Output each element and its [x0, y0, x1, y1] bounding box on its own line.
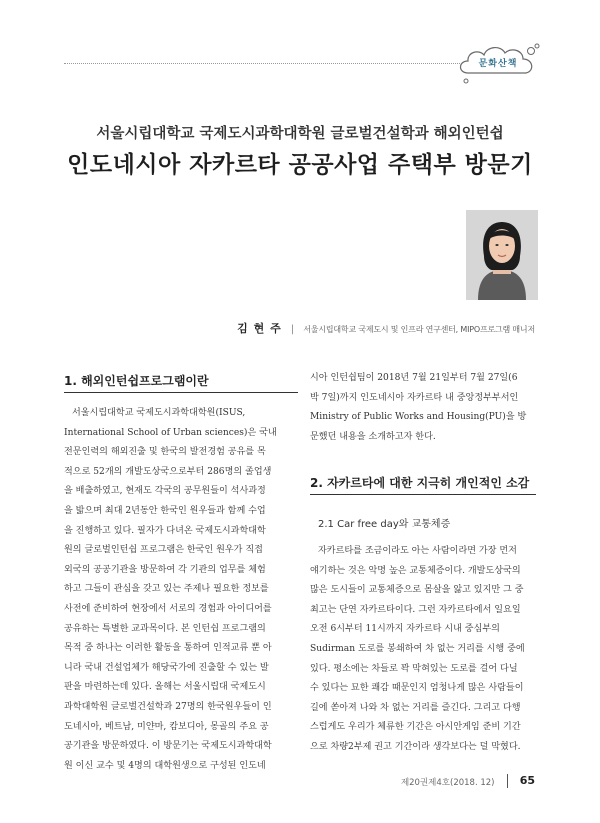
text-line: 전문인력의 해외진출 및 한국의 발전경험 공유를 목 — [64, 447, 266, 458]
text-line: 사전에 준비하여 현장에서 서로의 경험과 아이디어를 — [64, 603, 272, 614]
section-badge: 문화산책 — [478, 59, 518, 69]
text-line: 박 7일)까지 인도네시아 자카르타 내 중앙정부부서인 — [310, 392, 519, 403]
text-line: 있다. 평소에는 차들로 꽉 막혀있는 도로를 걸어 다닐 — [310, 663, 518, 674]
header-dotted-rule — [64, 63, 460, 64]
text-line: 수 있다는 묘한 쾌감 때문인지 엄청나게 많은 사람들이 — [310, 683, 524, 694]
author-separator: | — [290, 324, 295, 335]
text-line: 공기관을 방문하였다. 이 방문기는 국제도시과학대학 — [64, 741, 272, 752]
text-line: 자카르타를 조금이라도 아는 사람이라면 가장 먼저 — [318, 546, 517, 556]
text-line: 과학대학원 글로벌건설학과 27명의 한국원우들이 인 — [64, 701, 272, 712]
text-line: 니라 국내 건설업체가 해당국가에 진출할 수 있는 발 — [64, 662, 269, 673]
author-affiliation: 서울시립대학교 국제도시 및 인프라 연구센터, MIPO프로그램 매니저 — [303, 325, 535, 334]
author-photo — [466, 210, 538, 300]
right-column-body-text — [310, 542, 538, 758]
text-line: 으로 차량2부제 권고 기간이라 생각보다는 덜 막혔다. — [310, 741, 521, 752]
text-line: International School of Urban sciences)은 국내 — [64, 427, 277, 438]
text-line: 도네시아, 베트남, 미얀마, 캄보디아, 몽골의 주요 공 — [64, 721, 269, 732]
text-line: 서울시립대학교 국제도시과학대학원(ISUS, — [72, 408, 246, 418]
section-2-1-heading: 2.1 Car free day와 교통체증 — [318, 519, 451, 530]
section-2-heading: 2. 자카르타에 대한 지극히 개인적인 소감 — [310, 476, 530, 490]
page-footer — [0, 770, 535, 789]
footer-issue: 제20권제4호(2018. 12) — [400, 778, 495, 788]
article-title: 인도네시아 자카르타 공공사업 주택부 방문기 — [67, 151, 533, 178]
text-line: 오전 6시부터 11시까지 자카르타 시내 중심부의 — [310, 624, 500, 635]
section-1-rule — [64, 392, 298, 393]
text-line: 외국의 공공기관을 방문하여 각 기관의 업무를 체험 — [64, 564, 266, 575]
text-line: 판을 마련하는데 있다. 올해는 서울시립대 국제도시 — [64, 682, 266, 693]
section-2-rule — [310, 494, 536, 495]
text-line: 공유하는 특별한 교과목이다. 본 인턴쉽 프로그램의 — [64, 623, 266, 634]
text-line: 을 진행하고 있다. 필자가 다녀온 국제도시과학대학 — [64, 525, 266, 536]
text-line: 적으로 52개의 개발도상국으로부터 286명의 졸업생 — [64, 466, 272, 477]
footer-divider — [507, 774, 508, 788]
text-line: 을 배출하였고, 현재도 각국의 공무원들이 석사과정 — [64, 486, 266, 497]
right-column-intro-text — [310, 369, 538, 447]
text-line: 시아 인턴쉽팀이 2018년 7월 21일부터 7월 27일(6 — [310, 373, 518, 383]
text-line: 원 이신 교수 및 4명의 대학원생으로 구성된 인도네 — [64, 760, 266, 771]
text-line: 을 밟으며 최대 2년동안 한국인 원우들과 함께 수업 — [64, 505, 266, 516]
text-line: 얘기하는 것은 악명 높은 교통체증이다. 개발도상국의 — [310, 565, 521, 576]
text-line: 길에 쏟아져 나와 차 없는 거리를 즐긴다. 그리고 다행 — [310, 702, 521, 713]
section-1-heading: 1. 해외인턴쉽프로그램이란 — [64, 374, 209, 388]
page-number: 65 — [519, 774, 535, 787]
text-line: 많은 도시들이 교통체증으로 몸살을 앓고 있지만 그 중 — [310, 585, 524, 596]
left-column-text — [64, 404, 298, 776]
text-line: 최고는 단연 자카르타이다. 그런 자카르타에서 일요일 — [310, 604, 521, 615]
text-line: Sudirman 도로를 봉쇄하여 차 없는 거리를 시행 중에 — [310, 643, 525, 654]
author-line — [0, 317, 535, 336]
article-subtitle: 서울시립대학교 국제도시과학대학원 글로벌건설학과 해외인턴쉽 — [96, 126, 504, 142]
author-name: 김 현 주 — [237, 322, 282, 335]
text-line: 원의 글로벌인턴쉽 프로그램은 한국인 원우가 직접 — [64, 545, 263, 556]
text-line: 하고 그들이 관심을 갖고 있는 주제나 필요한 정보를 — [64, 584, 269, 595]
text-line: 스럽게도 우리가 체류한 기간은 아시안게임 준비 기간 — [310, 722, 521, 733]
text-line: 문했던 내용을 소개하고자 한다. — [310, 431, 436, 442]
text-line: 목적 중 하나는 이러한 활동을 통하여 인적교류 뿐 아 — [64, 643, 272, 654]
text-line: Ministry of Public Works and Housing(PU)을 방 — [310, 412, 527, 423]
